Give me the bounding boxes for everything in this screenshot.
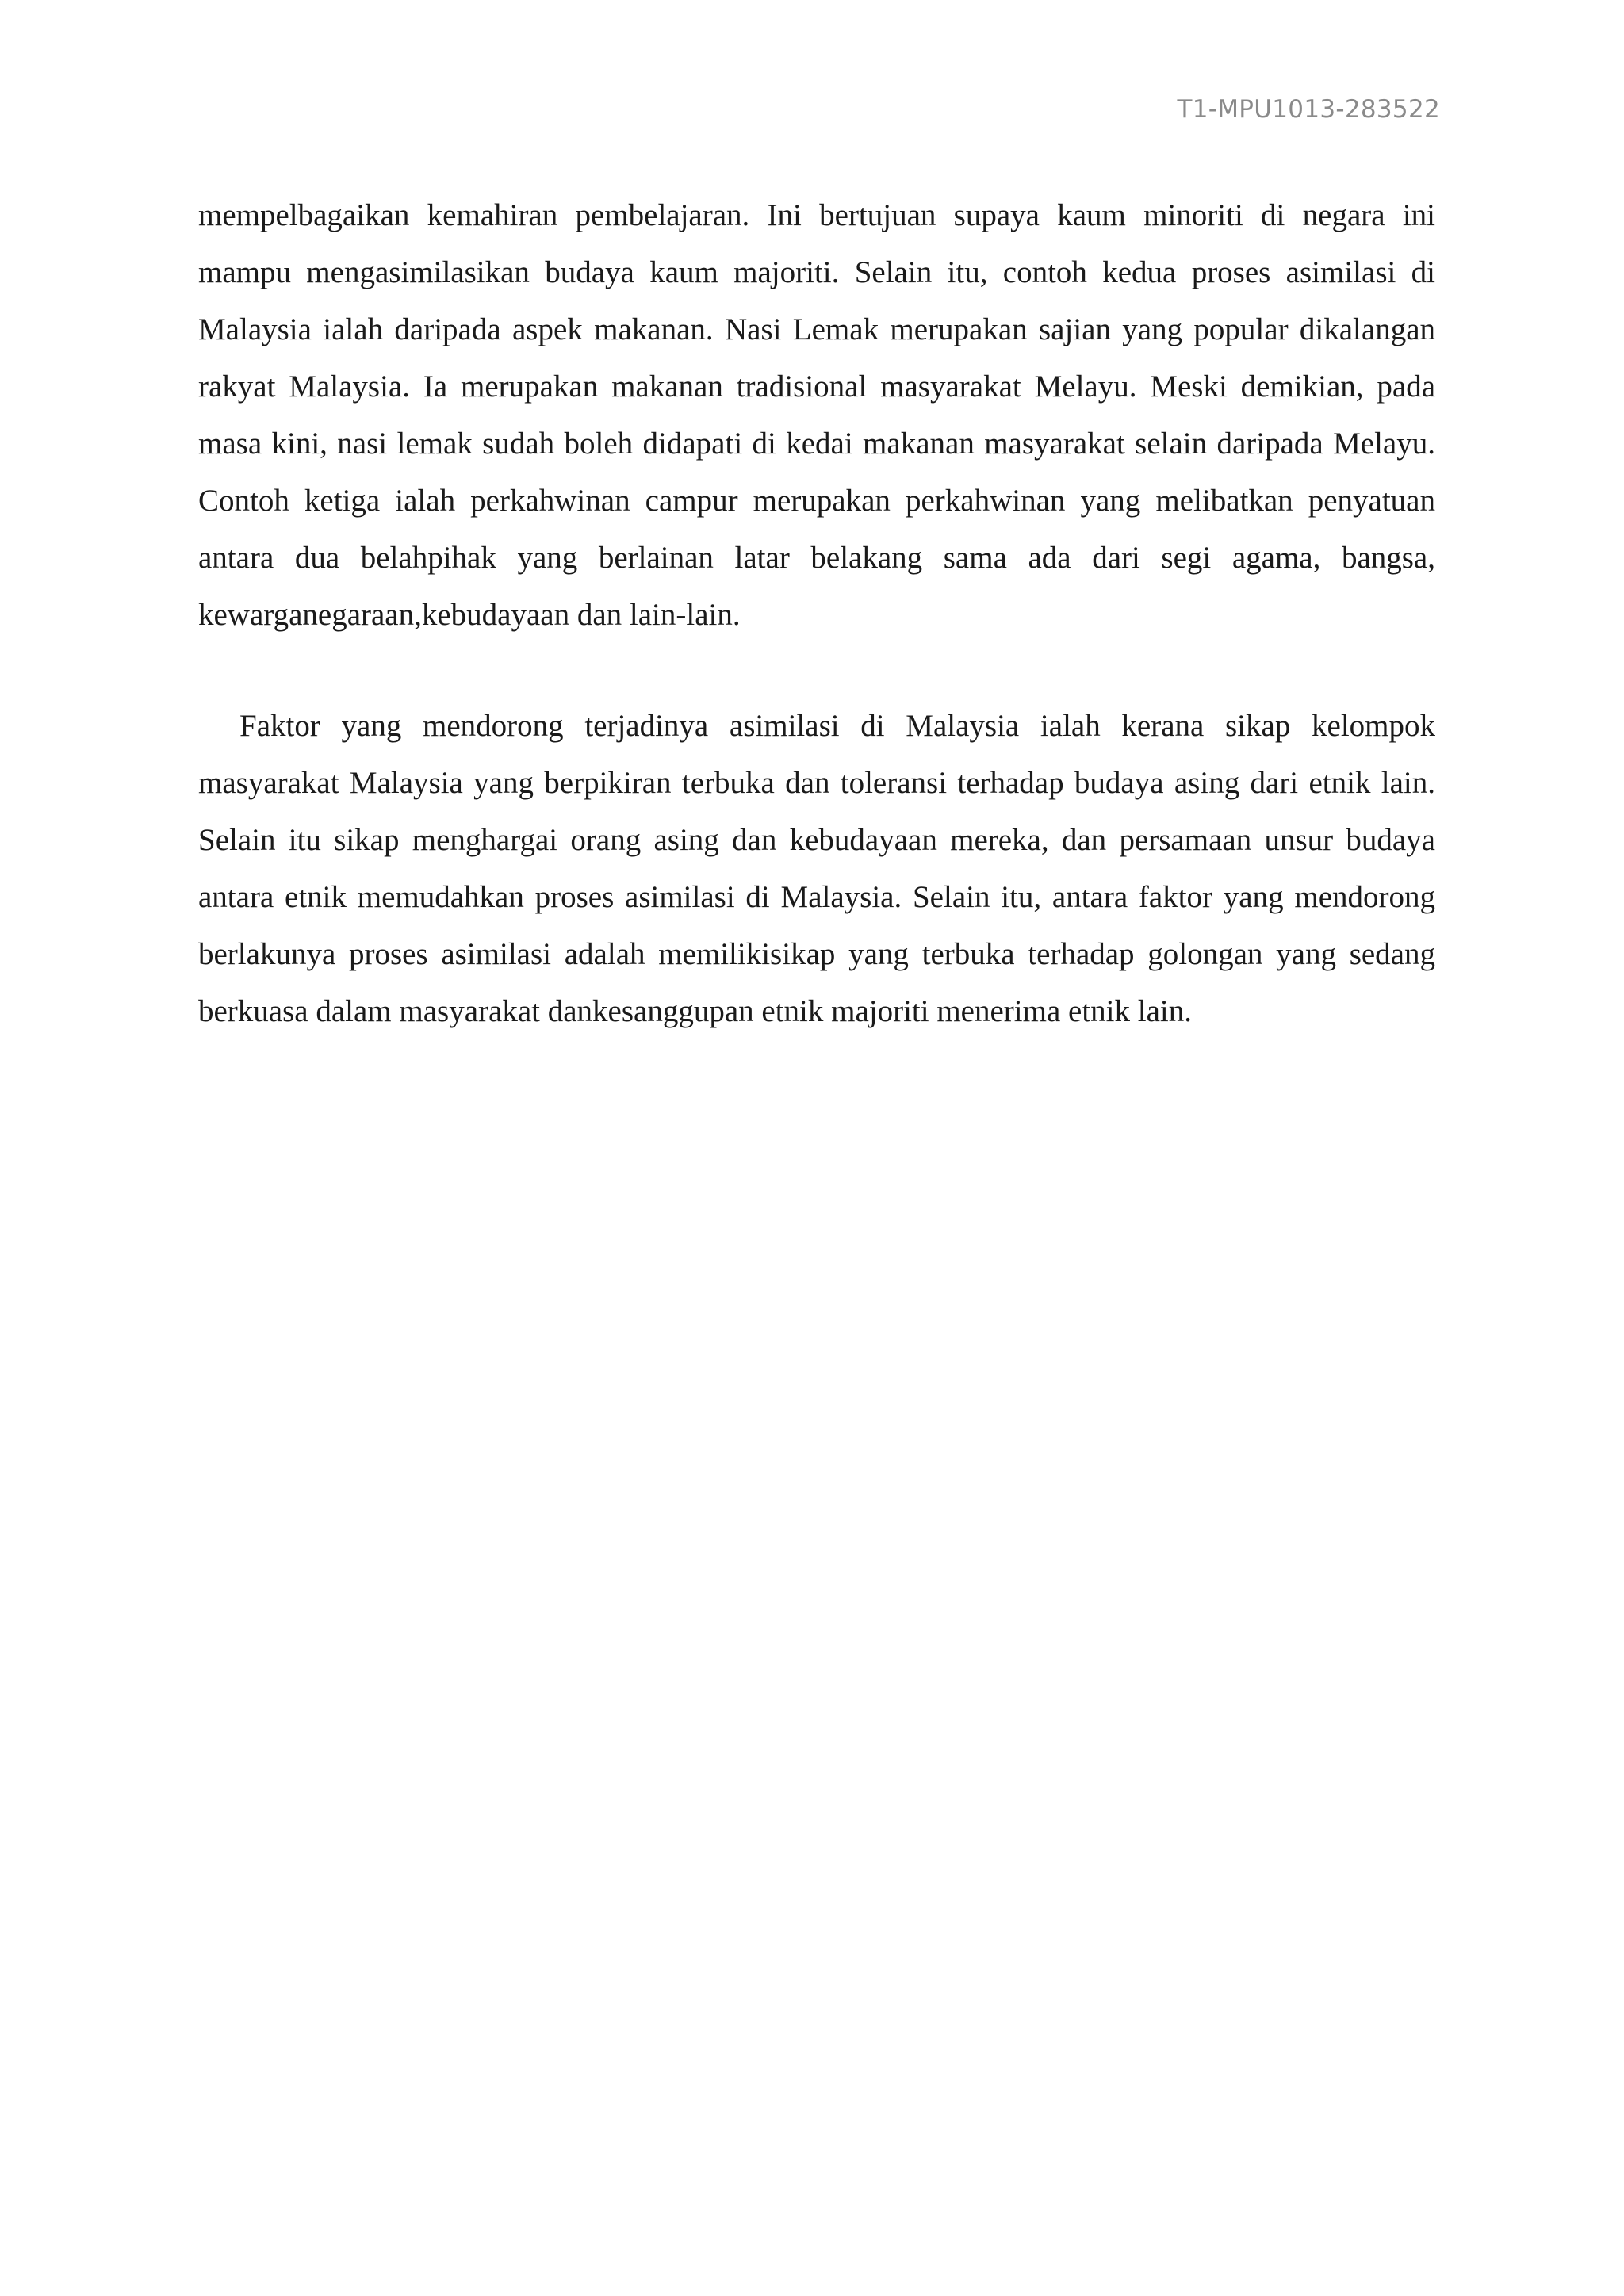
document-code: T1-MPU1013-283522 bbox=[1177, 95, 1440, 124]
body-paragraph-1: mempelbagaikan kemahiran pembelajaran. Ini bertujuan supaya kaum minoriti di negara ini mampu mengasimilasikan budaya kaum majoriti. Selain itu, contoh kedua proses asimilasi di Malaysia ialah daripada aspek makanan. Nasi Lemak merupakan sajian yang popular dikalangan rakyat Malaysia. Ia merupakan makanan tradisional masyarakat Melayu. Meski demikian, pada masa kini, nasi lemak sudah boleh didapati di kedai makanan masyarakat selain daripada Melayu. Contoh ketiga ialah perkahwinan campur merupakan perkahwinan yang melibatkan penyatuan antara dua belahpihak yang berlainan latar belakang sama ada dari segi agama, bangsa, kewarganegaraan,kebudayaan dan lain-lain. bbox=[198, 198, 1435, 632]
body-paragraph-2: Faktor yang mendorong terjadinya asimilasi di Malaysia ialah kerana sikap kelompok masyarakat Malaysia yang berpikiran terbuka dan toleransi terhadap budaya asing dari etnik lain. Selain itu sikap menghargai orang asing dan kebudayaan mereka, dan persamaan unsur budaya antara etnik memudahkan proses asimilasi di Malaysia. Selain itu, antara faktor yang mendorong berlakunya proses asimilasi adalah memilikisikap yang terbuka terhadap golongan yang sedang berkuasa dalam masyarakat dankesanggupan etnik majoriti menerima etnik lain. bbox=[198, 709, 1435, 1028]
